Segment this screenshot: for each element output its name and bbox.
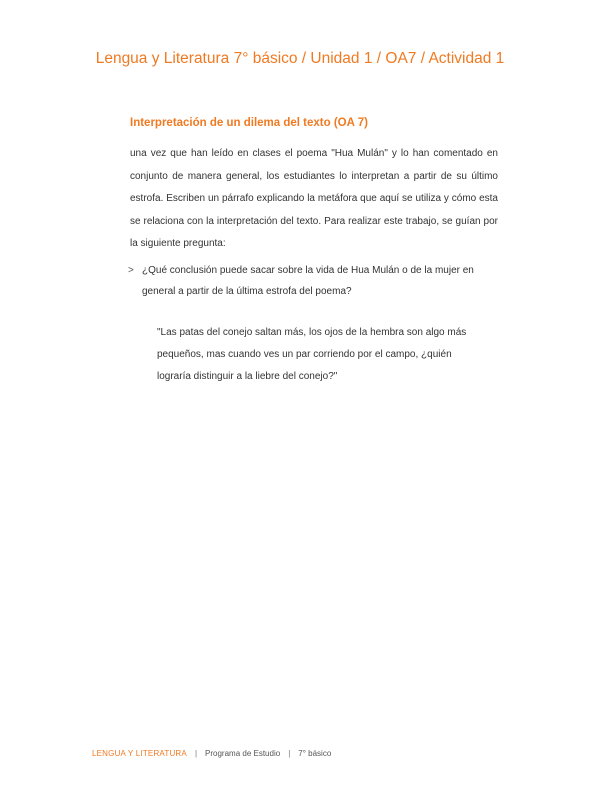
footer-separator: | bbox=[288, 749, 291, 758]
question-text: ¿Qué conclusión puede sacar sobre la vida de Hua Mulán o de la mujer en general a partir de la última estrofa del poema? bbox=[142, 265, 474, 297]
footer-separator: | bbox=[194, 749, 198, 758]
section-heading: Interpretación de un dilema del texto (OA 7) bbox=[130, 117, 368, 129]
page-footer bbox=[92, 749, 331, 758]
guiding-question bbox=[128, 260, 500, 302]
intro-paragraph: una vez que han leído en clases el poema "Hua Mulán" y lo han comentado en conjunto de manera general, los estudiantes lo interpretan a partir de su último estrofa. Escriben un párrafo explicando la metáfora que aquí se utiliza y cómo esta se relaciona con la interpretación del texto. Para realizar este trabajo, se guían por la siguiente pregunta: bbox=[130, 148, 498, 249]
footer-program: Programa de Estudio bbox=[205, 749, 281, 758]
activity-section bbox=[130, 117, 498, 256]
question-bullet: > bbox=[128, 265, 134, 276]
poem-quote: "Las patas del conejo saltan más, los ojos de la hembra son algo más pequeños, mas cuando ves un par corriendo por el campo, ¿quién lograría distinguir a la liebre del conejo?" bbox=[157, 327, 467, 382]
footer-grade: 7° básico bbox=[298, 749, 332, 758]
page-header-title: Lengua y Literatura 7° básico / Unidad 1 / OA7 / Actividad 1 bbox=[95, 50, 505, 67]
footer-subject: LENGUA Y LITERATURA bbox=[92, 749, 187, 758]
